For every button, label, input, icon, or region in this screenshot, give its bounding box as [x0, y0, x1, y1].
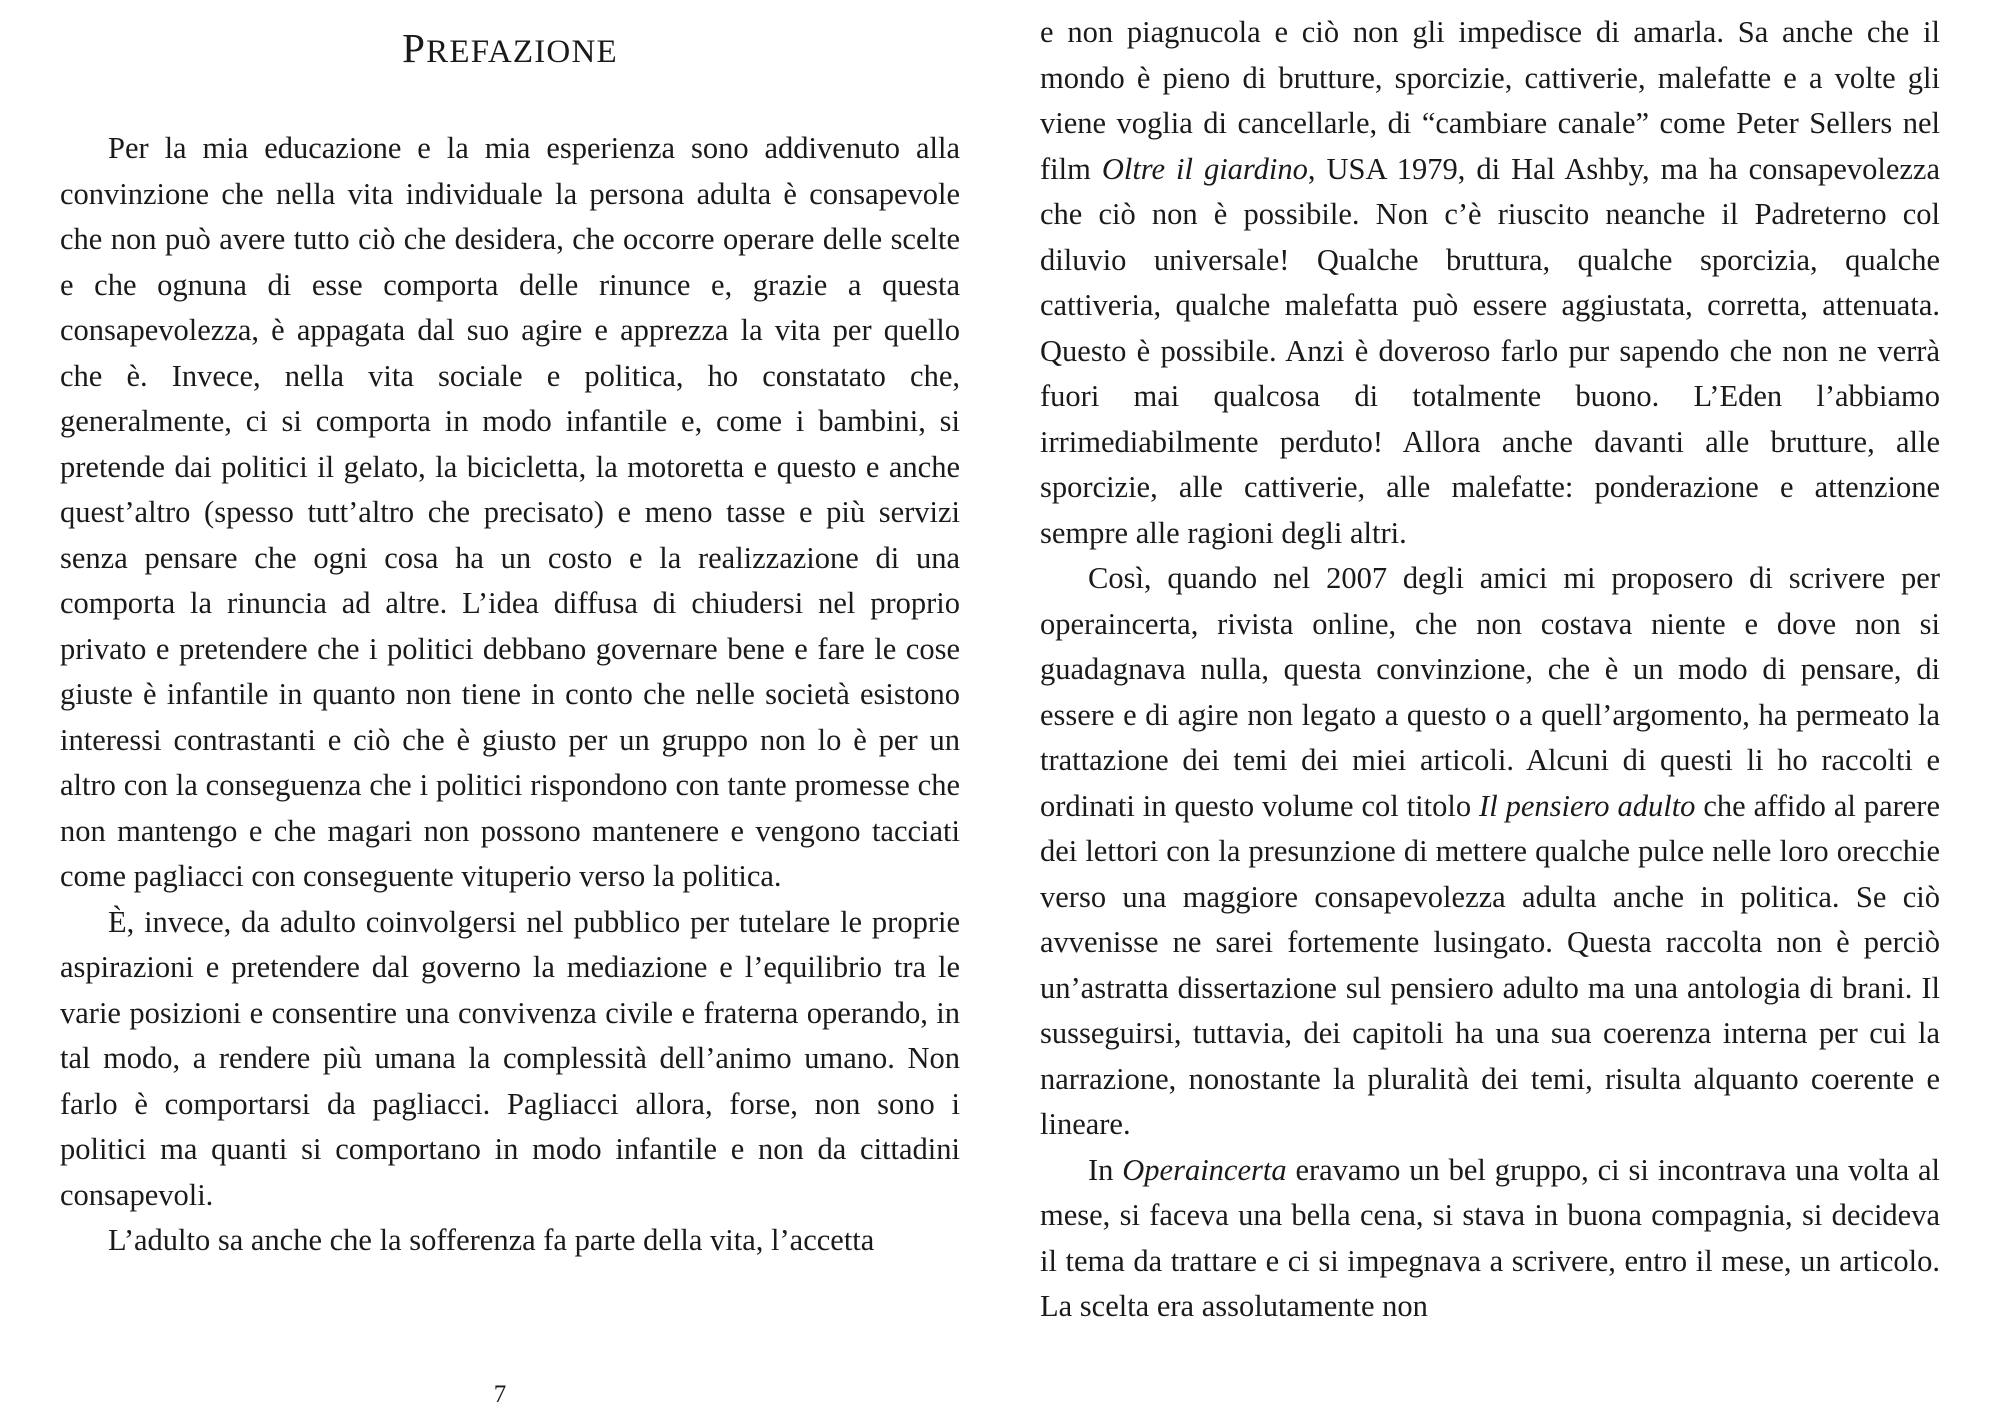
book-title-italic: Il pensiero adulto — [1479, 788, 1696, 823]
left-text-column — [60, 24, 960, 1264]
page-number-left: 7 — [493, 1381, 507, 1408]
paragraph-continued-pre: e non piagnucola e ciò non gli impedisce di amarla. Sa anche che il mondo è pieno di brutture, sporcizie, cattiverie, malefatte e a volte gli viene voglia di cancellarle, di “cambiare canale” come Peter Sellers nel film — [1040, 15, 1940, 186]
right-text-column — [1040, 10, 1940, 1330]
paragraph-continued-post: , USA 1979, di Hal Ashby, ma ha consapevolezza che ciò non è possibile. Non c’è riuscito neanche il Padreterno col diluvio universale! Qualche bruttura, qualche sporcizia, qualche cattiveria, qualche malefatta può essere aggiustata, corretta, attenuata. Questo è possibile. Anzi è doveroso farlo pur sapendo che non ne verrà fuori mai qualcosa di totalmente buono. L’Eden l’abbiamo irrimediabilmente perduto! Allora anche davanti alle brutture, alle sporcizie, alle cattiverie, alle malefatte: ponderazione e attenzione sempre alle ragioni degli altri. — [1040, 151, 1940, 550]
paragraph-5-post: eravamo un bel gruppo, ci si incontrava una volta al mese, si faceva una bella cena, si stava in buona compagnia, si decideva il tema da trattare e ci si impegnava a scrivere, entro il mese, un articolo. La scelta era assolutamente non — [1040, 1152, 1940, 1323]
paragraph-2: È, invece, da adulto coinvolgersi nel pubblico per tutelare le proprie aspirazioni e pretendere dal governo la mediazione e l’equilibrio tra le varie posizioni e consentire una convivenza civile e fraterna operando, in tal modo, a rendere più umana la complessità dell’animo umano. Non farlo è comportarsi da pagliacci. Pagliacci allora, forse, non sono i politici ma quanti si comportano in modo infantile e non da cittadini consapevoli. — [60, 904, 960, 1212]
paragraph-4 — [1040, 556, 1940, 1148]
paragraph-3: L’adulto sa anche che la sofferenza fa parte della vita, l’accetta — [108, 1223, 875, 1257]
paragraph-continued — [1040, 10, 1940, 556]
film-title-italic: Oltre il giardino — [1101, 151, 1308, 186]
magazine-title-italic: Operaincerta — [1122, 1152, 1287, 1187]
page-title — [60, 24, 960, 72]
paragraph-4-post: che affido al parere dei lettori con la presunzione di mettere qualche pulce nelle loro orecchie verso una maggiore consapevolezza adulta anche in politica. Se ciò avvenisse ne sarei fortemente lusingato. Questa raccolta non è perciò un’astratta dissertazione sul pensiero adulto ma una antologia di brani. Il susseguirsi, tuttavia, dei capitoli ha una sua coerenza interna per cui la narrazione, nonostante la pluralità dei temi, risulta alquanto coerente e lineare. — [1040, 788, 1940, 1141]
paragraph-5-pre: In — [1088, 1152, 1123, 1187]
right-page — [1000, 0, 2000, 1425]
chapter-title-initial: P — [402, 25, 427, 71]
paragraph-5 — [1040, 1148, 1940, 1330]
chapter-title-rest: REFAZIONE — [426, 34, 618, 70]
paragraph-1: Per la mia educazione e la mia esperienza sono addivenuto alla convinzione che nella vita individuale la persona adulta è consapevole che non può avere tutto ciò che desidera, che occorre operare delle scelte e che ognuna di esse comporta delle rinunce e, grazie a questa consapevolezza, è appagata dal suo agire e apprezza la vita per quello che è. Invece, nella vita sociale e politica, ho constatato che, generalmente, ci si comporta in modo infantile e, come i bambini, si pretende dai politici il gelato, la bicicletta, la motoretta e questo e anche quest’altro (spesso tutt’altro che precisato) e meno tasse e più servizi senza pensare che ogni cosa ha un costo e la realizzazione di una comporta la rinuncia ad altre. L’idea diffusa di chiudersi nel proprio privato e pretendere che i politici debbano governare bene e fare le cose giuste è infantile in quanto non tiene in conto che nelle società esistono interessi contrastanti e ciò che è giusto per un gruppo non lo è per un altro con la conseguenza che i politici rispondono con tante promesse che non mantengo e che magari non possono mantenere e vengono tacciati come pagliacci con conseguente vituperio verso la politica. — [60, 131, 960, 893]
paragraph-4-pre: Così, quando nel 2007 degli amici mi proposero di scrivere per operaincerta, rivista online, che non costava niente e dove non si guadagnava nulla, questa convinzione, che è un modo di pensare, di essere e di agire non legato a questo o a quell’argomento, ha permeato la trattazione dei temi dei miei articoli. Alcuni di questi li ho raccolti e ordinati in questo volume col titolo — [1040, 561, 1940, 823]
